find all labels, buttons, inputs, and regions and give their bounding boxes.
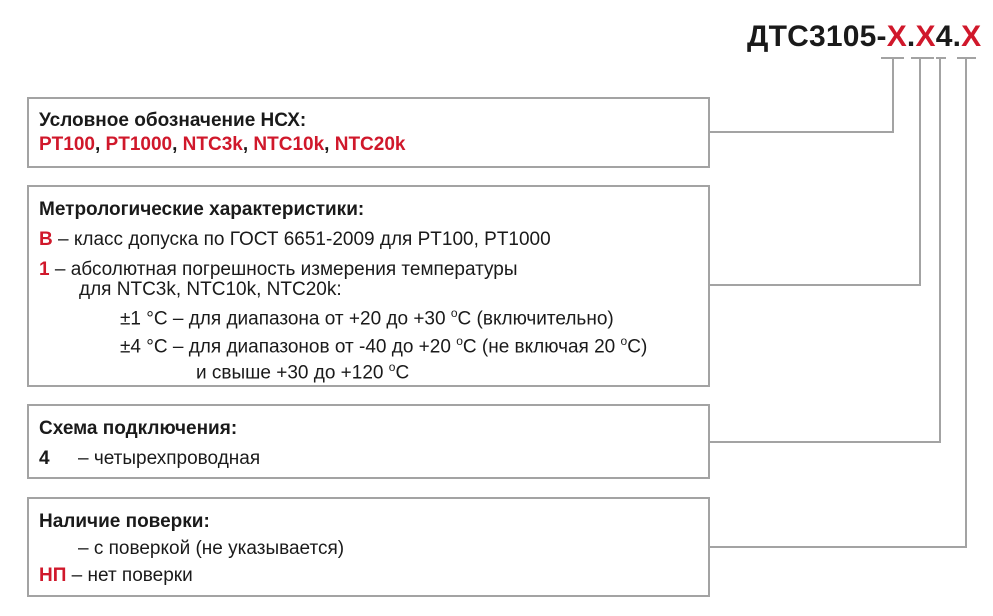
range3-a: и свыше +30 до +120 [196,362,389,384]
connector-box3 [710,58,940,442]
range1-b: C (включительно) [457,308,614,330]
code-dot1: . [906,20,916,53]
sensor-type-options [39,134,405,156]
verification-np-line [39,565,193,587]
option-ntc3k: NTC3k [182,134,243,155]
degree-sup: о [388,360,396,374]
metrology-1-line [39,259,518,281]
metrology-range1 [120,302,614,330]
metrology-1-text2: для NTC3k, NTC10k, NTC20k: [79,279,342,300]
option-pt100: PT100 [39,134,95,155]
degree-sup: о [620,334,628,348]
option-ntc10k: NTC10k [253,134,325,155]
option-ntc20k: NTC20k [334,134,406,155]
sep: , [242,134,254,155]
verification-np-text: – нет поверки [66,565,193,586]
model-prefix: ДТС3105- [747,20,887,53]
connection-heading: Схема подключения: [39,418,238,439]
verification-with: – с поверкой (не указывается) [78,538,345,559]
code-x1: X [886,20,907,53]
sensor-type-box [27,97,710,168]
sensor-type-heading: Условное обозначение НСХ: [39,110,307,131]
verification-np-code: НП [39,565,67,586]
range2-c: C) [627,336,648,358]
model-code [747,20,981,54]
option-pt1000: PT1000 [105,134,173,155]
sep: , [94,134,106,155]
metrology-1-code: 1 [39,259,50,280]
metrology-b-line [39,229,551,251]
range2-a: ±4 °C – для диапазонов от -40 до +20 [120,336,457,358]
range3-b: C [395,362,410,384]
metrology-b-text: – класс допуска по ГОСТ 6651-2009 для PT100, PT1000 [52,229,551,250]
metrology-b-code: B [39,229,53,250]
connector-box1 [710,58,893,132]
metrology-range3 [196,356,409,384]
code-x3: X [961,20,982,53]
metrology-heading: Метрологические характеристики: [39,199,365,220]
range2-b: C (не включая 20 [462,336,621,358]
code-x2: X [915,20,936,53]
sep: , [324,134,335,155]
connector-box2 [710,58,920,285]
metrology-range2 [120,330,647,358]
connection-code: 4 [39,448,50,469]
connection-text: – четырехпроводная [78,448,261,469]
sep: , [172,134,183,155]
metrology-1-text: – абсолютная погрешность измерения температуры [49,259,518,280]
degree-sup: о [456,334,463,348]
degree-sup: о [450,306,458,320]
code-mid: 4. [935,20,962,53]
range1-a: ±1 °C – для диапазона от +20 до +30 [120,308,451,330]
verification-heading: Наличие поверки: [39,511,210,532]
